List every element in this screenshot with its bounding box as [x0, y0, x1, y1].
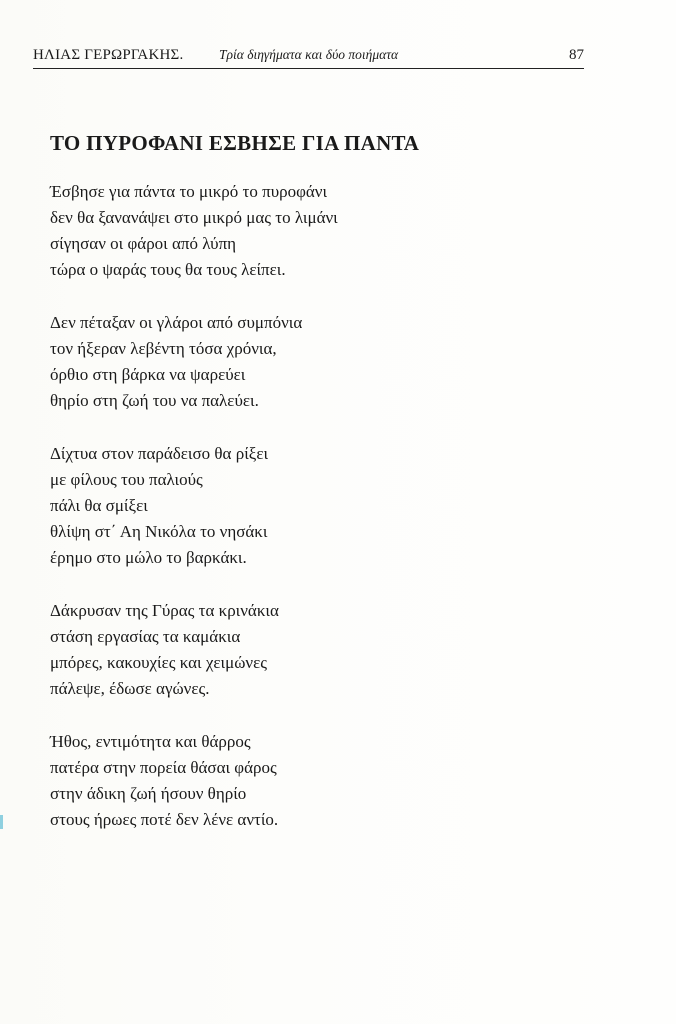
poem-title: ΤΟ ΠΥΡΟΦΑΝΙ ΕΣΒΗΣΕ ΓΙΑ ΠΑΝΤΑ [50, 131, 420, 155]
poem-line: θηρίο στη ζωή του να παλεύει. [50, 391, 259, 410]
poem-line: Δίχτυα στον παράδεισο θα ρίξει [50, 444, 269, 463]
page-number: 87 [569, 47, 584, 63]
poem-line: Δεν πέταξαν οι γλάροι από συμπόνια [50, 313, 303, 332]
scan-edge-mark [0, 815, 3, 829]
poem-line: Έσβησε για πάντα το μικρό το πυροφάνι [50, 182, 328, 201]
header-author: ΗΛΙΑΣ ΓΕΡΩΡΓΑΚΗΣ. [33, 47, 184, 63]
poem-body [50, 179, 470, 860]
poem-line: στάση εργασίας τα καμάκια [50, 627, 241, 646]
poem-line: Δάκρυσαν της Γύρας τα κρινάκια [50, 601, 279, 620]
poem-line: σίγησαν οι φάροι από λύπη [50, 234, 237, 253]
stanza-1 [50, 179, 470, 283]
stanza-2 [50, 310, 470, 414]
stanza-5 [50, 729, 470, 833]
running-header [33, 46, 584, 69]
stanza-3 [50, 441, 470, 571]
poem-line: δεν θα ξανανάψει στο μικρό μας το λιμάνι [50, 208, 338, 227]
header-book-title: Τρία διηγήματα και δύο ποιήματα [219, 47, 399, 62]
poem-line: πάλεψε, έδωσε αγώνες. [50, 679, 210, 698]
poem-line: στους ήρωες ποτέ δεν λένε αντίο. [50, 810, 279, 829]
poem-line: πατέρα στην πορεία θάσαι φάρος [50, 758, 277, 777]
stanza-4 [50, 598, 470, 702]
poem-line: Ήθος, εντιμότητα και θάρρος [50, 732, 251, 751]
poem-line: στην άδικη ζωή ήσουν θηρίο [50, 784, 247, 803]
poem-line: τον ήξεραν λεβέντη τόσα χρόνια, [50, 339, 277, 358]
poem-line: με φίλους του παλιούς [50, 470, 203, 489]
poem-line: τώρα ο ψαράς τους θα τους λείπει. [50, 260, 286, 279]
poem-line: θλίψη στ΄ Αη Νικόλα το νησάκι [50, 522, 268, 541]
poem-line: έρημο στο μώλο το βαρκάκι. [50, 548, 247, 567]
poem-line: μπόρες, κακουχίες και χειμώνες [50, 653, 267, 672]
poem-line: πάλι θα σμίξει [50, 496, 148, 515]
poem-line: όρθιο στη βάρκα να ψαρεύει [50, 365, 246, 384]
